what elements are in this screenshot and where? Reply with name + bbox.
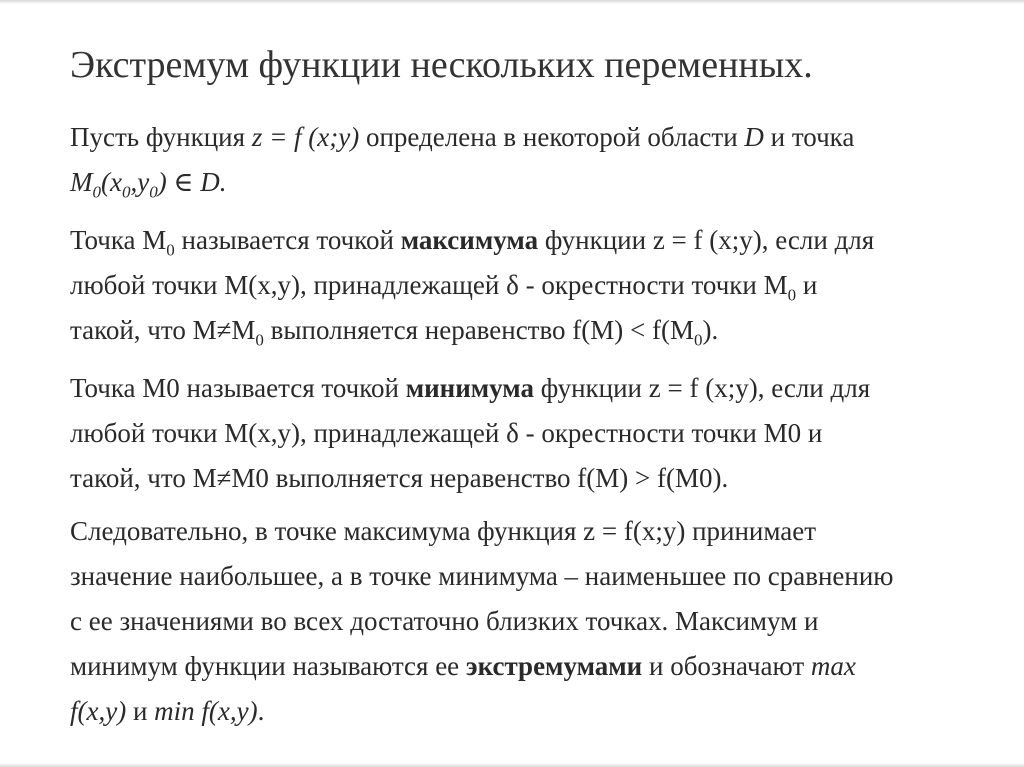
function-expression: z = f (x;y) bbox=[251, 122, 360, 152]
conclusion-line-3: с ее значениями во всех достаточно близких точках. Максимум и bbox=[70, 606, 819, 636]
text-segment: Точка М bbox=[70, 225, 167, 255]
text-segment: и bbox=[796, 270, 818, 300]
text-segment: Точка М0 называется точкой bbox=[70, 373, 406, 403]
subscript: 0 bbox=[787, 285, 797, 305]
subscript: 0 bbox=[92, 182, 101, 202]
domain-symbol: D bbox=[744, 122, 764, 152]
minimum-line-2: любой точки M(x,y), принадлежащей δ - окрестности точки M0 и bbox=[70, 418, 823, 448]
maximum-term: максимума bbox=[400, 225, 539, 255]
subscript: 0 bbox=[121, 182, 131, 202]
conclusion-line-5 bbox=[70, 689, 970, 734]
minimum-term: минимума bbox=[405, 373, 535, 403]
subscript: 0 bbox=[166, 240, 175, 260]
definition-line-1 bbox=[70, 115, 970, 160]
point-letter: M bbox=[70, 167, 93, 197]
max-notation: max bbox=[810, 651, 856, 681]
minimum-line-1 bbox=[70, 366, 970, 411]
subscript: 0 bbox=[149, 182, 158, 202]
text-segment: ). bbox=[702, 315, 719, 345]
conclusion-line-1: Следовательно, в точке максимума функция z = f(x;y) принимает bbox=[70, 516, 817, 546]
maximum-line-3 bbox=[70, 308, 970, 353]
text-segment: Пусть функция bbox=[70, 122, 252, 152]
slide-title: Экстремум функции нескольких переменных. bbox=[70, 44, 813, 86]
max-notation-argument: f(x,y) bbox=[70, 696, 127, 726]
text-segment: функции z = f (x;y), если для bbox=[534, 373, 871, 403]
text-segment: и обозначают bbox=[642, 651, 811, 681]
subscript: 0 bbox=[694, 330, 703, 350]
text-segment: функции z = f (x;y), если для bbox=[538, 225, 875, 255]
conclusion-line-4 bbox=[70, 644, 970, 689]
min-notation: min f(x,y) bbox=[154, 696, 258, 726]
text-segment: ) ∈ D. bbox=[157, 167, 227, 197]
text-segment: . bbox=[257, 696, 265, 726]
maximum-definition-paragraph bbox=[70, 218, 970, 353]
text-segment: и точка bbox=[763, 122, 855, 152]
text-segment: ,y bbox=[130, 167, 150, 197]
conclusion-line-2: значение наибольшее, а в точке минимума – наименьшее по сравнению bbox=[70, 561, 894, 591]
text-segment: и bbox=[126, 696, 155, 726]
maximum-line-1 bbox=[70, 218, 970, 263]
text-segment: называется точкой bbox=[174, 225, 401, 255]
subscript: 0 bbox=[255, 330, 264, 350]
minimum-definition-paragraph bbox=[70, 366, 970, 501]
definition-line-2 bbox=[70, 160, 970, 205]
extrema-term: экстремумами bbox=[465, 651, 643, 681]
text-segment: минимум функции называются ее bbox=[70, 651, 466, 681]
text-segment: определена в некоторой области bbox=[359, 122, 745, 152]
slide-bottom-edge bbox=[0, 763, 1024, 767]
minimum-line-3: такой, что M≠M0 выполняется неравенство f(M) > f(M0). bbox=[70, 463, 729, 493]
conclusion-paragraph bbox=[70, 509, 970, 734]
maximum-line-2 bbox=[70, 263, 970, 308]
text-segment: любой точки M(x,y), принадлежащей δ - окрестности точки M bbox=[70, 270, 788, 300]
text-segment: (x bbox=[101, 167, 122, 197]
definition-paragraph bbox=[70, 115, 970, 205]
slide-top-edge bbox=[0, 0, 1024, 4]
point-expression bbox=[70, 167, 227, 202]
text-segment: выполняется неравенство f(M) < f(M bbox=[263, 315, 694, 345]
text-segment: такой, что M≠M bbox=[70, 315, 256, 345]
